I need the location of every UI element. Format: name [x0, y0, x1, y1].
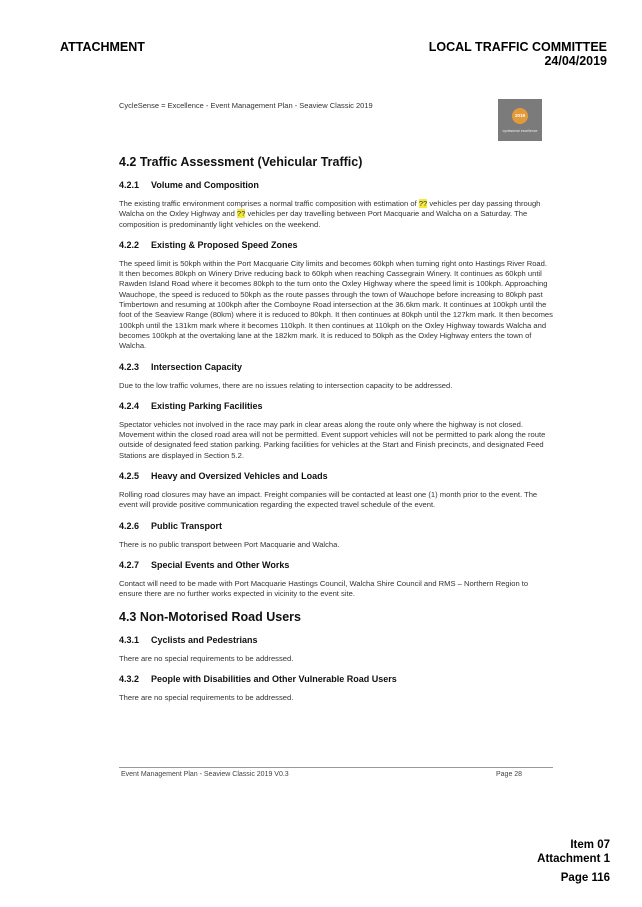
attachment-header: ATTACHMENT [60, 40, 145, 54]
subsection-title: Existing Parking Facilities [151, 400, 263, 411]
subsection-title: Heavy and Oversized Vehicles and Loads [151, 471, 328, 482]
paragraph-special-events: Contact will need to be made with Port Macquarie Hastings Council, Walcha Shire Council and RMS – Northern Region to ensure there are no further works expected in vicinity to the event site. [119, 578, 529, 599]
paragraph-disabilities: There are no special requirements to be addressed. [119, 692, 294, 702]
logo-tagline: cyclesense excellence [502, 129, 538, 133]
subsection-title: People with Disabilities and Other Vulnerable Road Users [151, 673, 397, 684]
subsection-number: 4.3.1 [119, 634, 140, 645]
subsection-title: Volume and Composition [151, 180, 259, 190]
subsection-heading [119, 401, 553, 411]
subsection-number: 4.2.5 [119, 471, 140, 482]
subsection-number: 4.2.3 [119, 361, 140, 372]
committee-header [429, 40, 607, 68]
paragraph-public-transport: There is no public transport between Port Macquarie and Walcha. [119, 539, 340, 549]
subsection-number: 4.2.4 [119, 400, 140, 411]
subsection-heading [119, 471, 553, 481]
subsection-heading [119, 180, 553, 190]
paragraph-volume [119, 199, 553, 230]
item-label: Item 07 [570, 839, 610, 851]
paragraph-heavy-vehicles: Rolling road closures may have an impact. Freight companies will be contacted at least one (1) month prior to the event. The event will provide positive communication regarding the expected travel schedule of the event. [119, 490, 538, 510]
subsection-heading [119, 240, 553, 250]
section-heading-4-3: 4.3 Non-Motorised Road Users [119, 609, 301, 624]
subsection-heading [119, 635, 553, 645]
document-title: CycleSense = Excellence - Event Management Plan - Seaview Classic 2019 [119, 101, 373, 110]
text-run: vehicles per day passing through Walcha on the Oxley Highway and [119, 199, 541, 219]
subsection-heading [119, 362, 553, 372]
subsection-number: 4.2.6 [119, 520, 140, 531]
paragraph-cyclists: There are no special requirements to be addressed. [119, 653, 294, 663]
cyclesense-logo [498, 99, 542, 141]
subsection-number: 4.2.7 [119, 559, 140, 570]
text-run: vehicles per day travelling between Port Macquarie and Walcha on a Saturday. The composition is predominantly light vehicles on the weekend. [119, 209, 528, 229]
subsection-title: Intersection Capacity [151, 361, 243, 372]
subsection-number: 4.2.2 [119, 239, 140, 250]
text-run: The existing traffic environment comprises a normal traffic composition with estimation of [119, 199, 419, 208]
subsection-heading [119, 674, 553, 684]
footer-divider [119, 767, 553, 768]
highlight-placeholder: ?? [236, 209, 246, 219]
subsection-title: Public Transport [151, 520, 223, 531]
logo-mark: 2019 [512, 108, 528, 124]
committee-name: LOCAL TRAFFIC COMMITTEE [428, 40, 607, 54]
subsection-title: Special Events and Other Works [151, 559, 290, 570]
subsection-title: Cyclists and Pedestrians [151, 634, 258, 645]
page-content [119, 155, 553, 713]
committee-date: 24/04/2019 [544, 54, 607, 68]
footer-page-number: Page 28 [496, 771, 523, 778]
section-heading-4-2: 4.2 Traffic Assessment (Vehicular Traffic) [119, 155, 363, 169]
footer-document-name: Event Management Plan - Seaview Classic 2019 V0.3 [121, 771, 289, 778]
highlight-placeholder: ?? [418, 199, 428, 208]
paragraph-parking: Spectator vehicles not involved in the race may park in clear areas along the route only where the highway is not closed. Movement within the closed road area will not be permitted. Event support vehicles will not be permitted to park along the route outside of designated feed station parking. Parking facilities for vehicles at the Start and Finish precincts, and designated Feed Stations are displayed in Section 5.2. [119, 419, 546, 460]
subsection-heading [119, 560, 553, 570]
page-label: Page 116 [560, 872, 610, 884]
paragraph-speed-zones: The speed limit is 50kph within the Port Macquarie City limits and becomes 60kph when turning right onto Hastings River Road. It then becomes 80kph on Winery Drive reducing back to 60kph when reaching Cassegrain Winery. It continues as 60kph until Rawden Island Road where it becomes 80kph to the turn onto the Oxley Highway where the speed limit is 100kph. Approaching Wauchope, the speed is reduced to 50kph as the route passes through the town of Wauchope before increasing to 80kph past Timbertown and resuming at 100kph after the Comboyne Road intersection at the 36.6km mark. It continues at 100kph until the foot of the Seaview Range (80km) where it is reduced to 80kph. It then continues at 80kph until the 127km mark. It then becomes 100kph until the 131km mark where it becomes 110kph. It then continues at 110kph on the Oxley Highway towards Walcha and becomes 100kph at the overtaking lane at the 182km mark. It is reduced to 50kph as the Oxley Highway enters the town of Walcha. [119, 258, 553, 351]
attachment-label: Attachment 1 [537, 853, 610, 865]
subsection-number: 4.2.1 [119, 180, 140, 190]
subsection-title: Existing & Proposed Speed Zones [151, 239, 298, 250]
subsection-number: 4.3.2 [119, 673, 140, 684]
paragraph-intersection: Due to the low traffic volumes, there are no issues relating to intersection capacity to be addressed. [119, 380, 453, 390]
subsection-heading [119, 521, 553, 531]
